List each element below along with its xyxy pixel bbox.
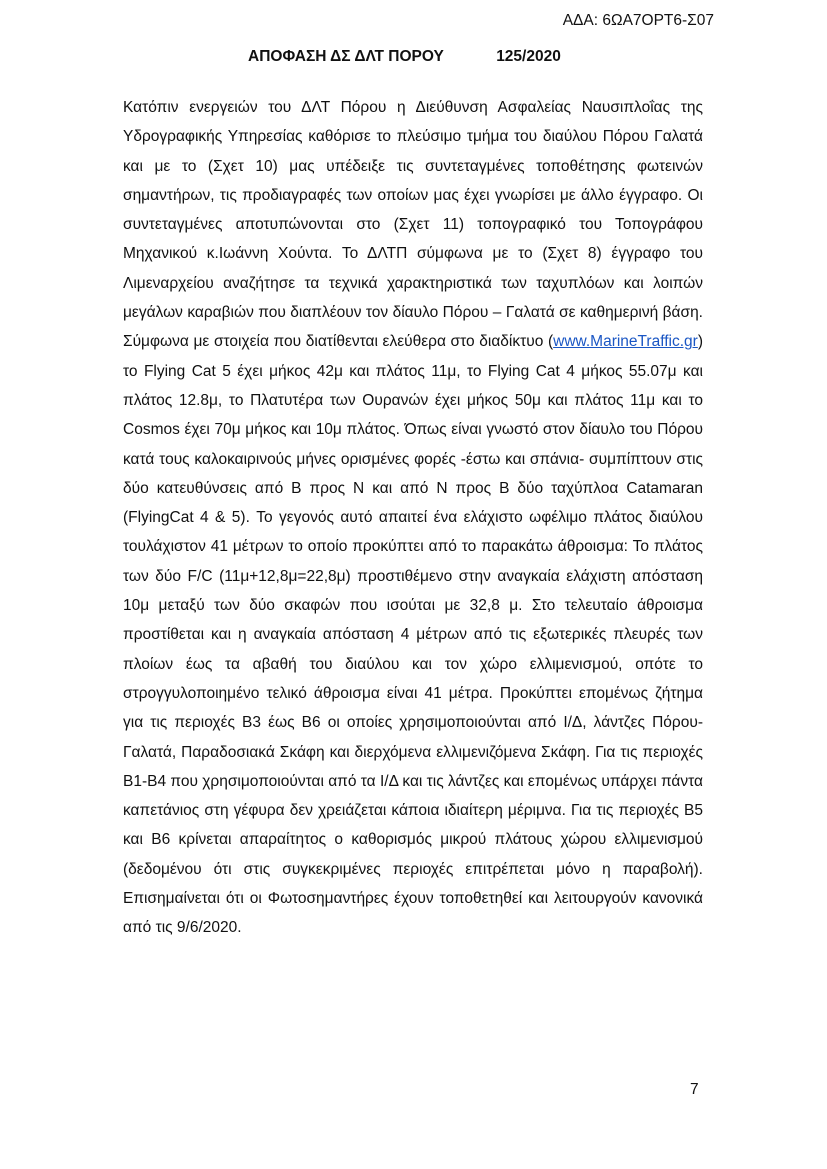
body-paragraph [123, 93, 703, 943]
page-number: 7 [690, 1081, 699, 1098]
document-title: ΑΠΟΦΑΣΗ ΔΣ ΔΛΤ ΠΟΡΟΥ [248, 48, 444, 65]
body-text-before-link: Κατόπιν ενεργειών του ΔΛΤ Πόρου η Διεύθυνση Ασφαλείας Ναυσιπλοΐας της Υδρογραφικής Υπηρεσίας καθόρισε το πλεύσιμο τμήμα του διαύλου Πόρου Γαλατά και με το (Σχετ 10) μας υπέδειξε τις συντεταγμένες τοποθέτησης φωτεινών σημαντήρων, τις προδιαγραφές των οποίων μας έχει γνωρίσει με άλλο έγγραφο. Οι συντεταγμένες αποτυπώνονται στο (Σχετ 11) τοπογραφικό του Τοπογράφου Μηχανικού κ.Ιωάννη Χούντα. Το ΔΛΤΠ σύμφωνα με το (Σχετ 8) έγγραφο του Λιμεναρχείου αναζήτησε τα τεχνικά χαρακτηριστικά των ταχυπλόων και λοιπών μεγάλων καραβιών που διαπλέουν τον δίαυλο Πόρου – Γαλατά σε καθημερινή βάση. Σύμφωνα με στοιχεία που διατίθενται ελεύθερα στο διαδίκτυο ( [123, 99, 703, 351]
decision-number: 125/2020 [496, 48, 561, 65]
document-title-row [248, 48, 561, 66]
ada-code: ΑΔΑ: 6ΩΑ7ΟΡΤ6-Σ07 [562, 12, 714, 29]
marinetraffic-link[interactable]: www.MarineTraffic.gr [553, 333, 698, 351]
body-text-after-link: ) το Flying Cat 5 έχει μήκος 42μ και πλάτος 11μ, το Flying Cat 4 μήκος 55.07μ και πλάτος 12.8μ, το Πλατυτέρα των Ουρανών έχει μήκος 50μ και πλάτος 11μ και το Cosmos έχει 70μ μήκος και 10μ πλάτος. Όπως είναι γνωστό στον δίαυλο του Πόρου κατά τους καλοκαιρινούς μήνες ορισμένες φορές -έστω και σπάνια- συμπίπτουν στις δύο κατευθύνσεις από Β προς Ν και από Ν προς Β δύο ταχύπλοα Catamaran (FlyingCat 4 & 5). Το γεγονός αυτό απαιτεί ένα ελάχιστο ωφέλιμο πλάτος διαύλου τουλάχιστον 41 μέτρων το οποίο προκύπτει από το παρακάτω άθροισμα: Το πλάτος των δύο F/C (11μ+12,8μ=22,8μ) προστιθέμενο στην αναγκαία ελάχιστη απόσταση 10μ μεταξύ των δύο σκαφών που ισούται με 32,8 μ. Στο τελευταίο άθροισμα προστίθεται και η αναγκαία απόσταση 4 μέτρων από τις εξωτερικές πλευρές των πλοίων έως τα αβαθή του διαύλου και τον χώρο ελλιμενισμού, οπότε το στρογγυλοποιημένο τελικό άθροισμα είναι 41 μέτρα. Προκύπτει επομένως ζήτημα για τις περιοχές Β3 έως Β6 οι οποίες χρησιμοποιούνται από Ι/Δ, λάντζες Πόρου-Γαλατά, Παραδοσιακά Σκάφη και διερχόμενα ελλιμενιζόμενα Σκάφη. Για τις περιοχές Β1-Β4 που χρησιμοποιούνται από τα Ι/Δ και τις λάντζες και επομένως υπάρχει πάντα καπετάνιος στη γέφυρα δεν χρειάζεται κάποια ιδιαίτερη μέριμνα. Για τις περιοχές Β5 και Β6 κρίνεται απαραίτητος ο καθορισμός μικρού πλάτους χώρου ελλιμενισμού (δεδομένου ότι στις συγκεκριμένες περιοχές επιτρέπεται μόνο η παραβολή). Επισημαίνεται ότι οι Φωτοσημαντήρες έχουν τοποθετηθεί και λειτουργούν κανονικά από τις 9/6/2020. [123, 333, 703, 937]
